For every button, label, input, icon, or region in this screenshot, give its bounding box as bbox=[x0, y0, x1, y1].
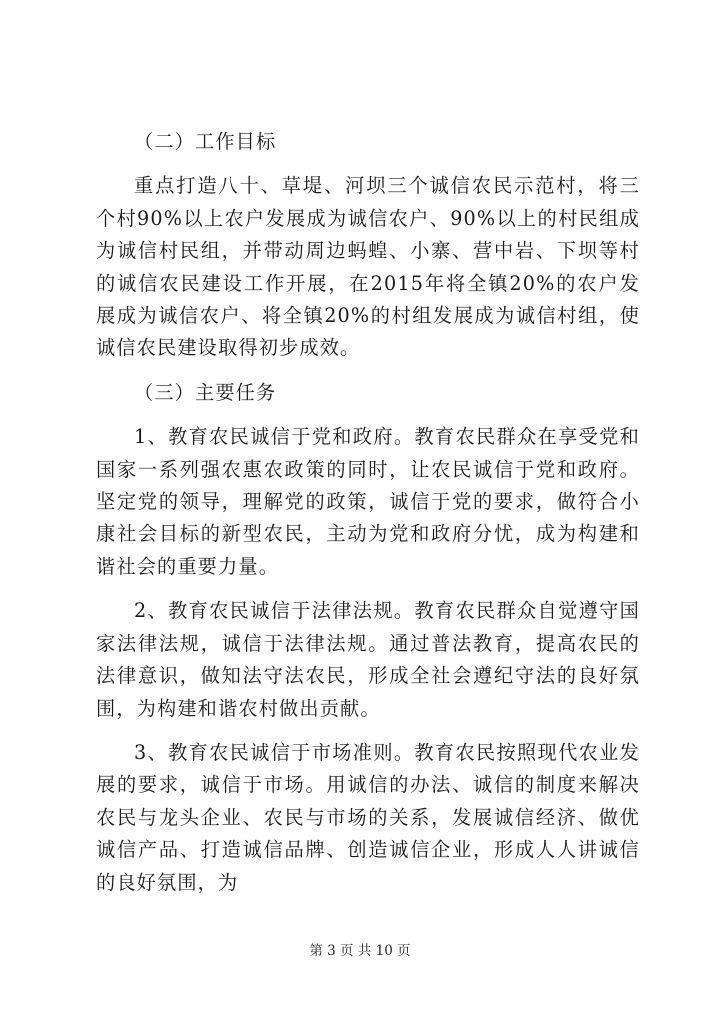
paragraph-task-1: 1、教育农民诚信于党和政府。教育农民群众在享受党和国家一系列强农惠农政策的同时，让农民诚信于党和政府。坚定党的领导，理解党的政策，诚信于党的要求，做符合小康社会目标的新型农民，主动为党和政府分忧，成为构建和谐社会的重要力量。 bbox=[96, 425, 640, 578]
paragraph-task-3: 3、教育农民诚信于市场准则。教育农民按照现代农业发展的要求，诚信于市场。用诚信的办法、诚信的制度来解决农民与龙头企业、农民与市场的关系，发展诚信经济、做优诚信产品、打造诚信品牌、创造诚信企业，形成人人讲诚信的良好氛围，为 bbox=[96, 740, 640, 894]
page-footer: 第 3 页 共 10 页 bbox=[309, 943, 411, 959]
document-body bbox=[96, 126, 640, 899]
section-heading-work-goals: （二）工作目标 bbox=[134, 130, 277, 153]
section-heading-main-tasks: （三）主要任务 bbox=[134, 380, 277, 404]
paragraph-task-2: 2、教育农民诚信于法律法规。教育农民群众自觉遵守国家法律法规，诚信于法律法规。通过普法教育，提高农民的法律意识，做知法守法农民，形成全社会遵纪守法的良好氛围，为构建和谐农村做出贡献。 bbox=[96, 599, 640, 720]
paragraph-work-goals: 重点打造八十、草堤、河坝三个诚信农民示范村，将三个村90%以上农户发展成为诚信农户、90%以上的村民组成为诚信村民组，并带动周边蚂蝗、小寨、营中岩、下坝等村的诚信农民建设工作开展，在2015年将全镇20%的农户发展成为诚信农户、将全镇20%的村组发展成为诚信村组，使诚信农民建设取得初步成效。 bbox=[96, 174, 640, 360]
